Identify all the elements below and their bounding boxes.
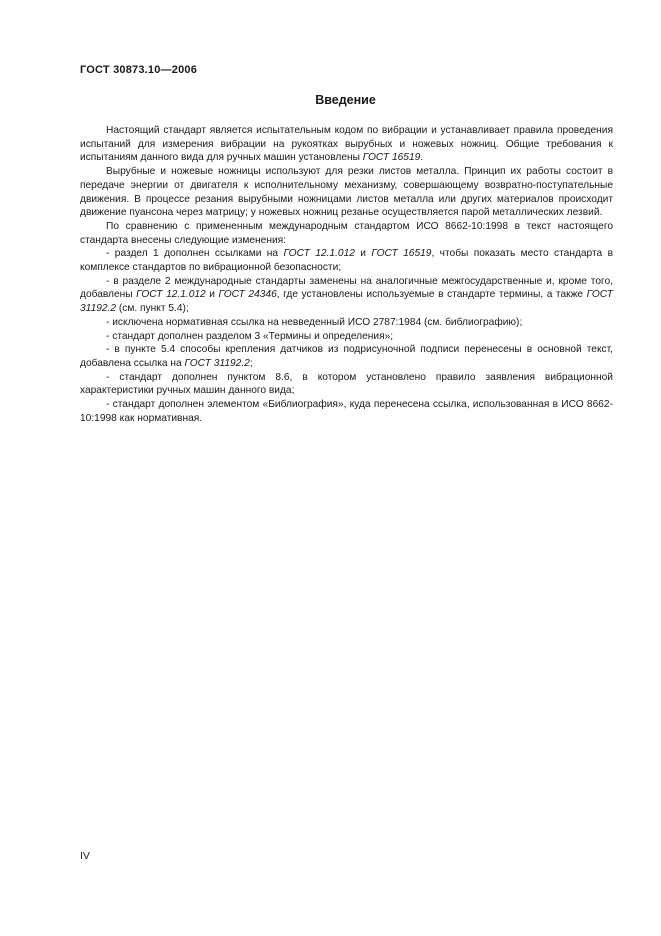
change-item-4: - стандарт дополнен разделом 3 «Термины и определения»;	[106, 330, 394, 342]
change-item-7: - стандарт дополнен элементом «Библиография», куда перенесена ссылка, использованная в ИСО 8662-10:1998 как нормативная.	[80, 399, 613, 424]
page-number: IV	[80, 850, 90, 862]
change-item-1: - раздел 1 дополнен ссылками на ГОСТ 12.1.012 и ГОСТ 16519, чтобы показать место стандарта в комплексе стандартов по вибрационной безопасности;	[80, 248, 614, 274]
change-item-5: - в пункте 5.4 способы крепления датчиков из подрисуночной подписи перенесены в основной текст, добавлена ссылка на ГОСТ 31192.2;	[80, 344, 613, 369]
standard-reference: ГОСТ 24346	[218, 289, 277, 301]
introduction-body	[80, 124, 613, 425]
section-title: Введение	[315, 93, 376, 107]
standard-reference: ГОСТ 12.1.012	[136, 289, 206, 301]
change-item-6: - стандарт дополнен пунктом 8.6, в котором установлено правило заявления вибрационной характеристики ручных машин данного вида;	[80, 371, 613, 397]
document-header: ГОСТ 30873.10—2006	[80, 64, 198, 76]
standard-reference: ГОСТ 31192.2	[184, 357, 250, 369]
standard-reference: ГОСТ 12.1.012	[283, 248, 355, 260]
standard-reference: ГОСТ 16519	[371, 248, 432, 260]
paragraph-3: По сравнению с примененным международным стандартом ИСО 8662-10:1998 в текст настоящего стандарта внесены следующие изменения:	[80, 220, 613, 246]
change-item-2: - в разделе 2 международные стандарты заменены на аналогичные межгосударственные и, кроме того, добавлены ГОСТ 12.1.012 и ГОСТ 24346, где установлены используемые в стандарте термины, а также ГОСТ 31192.2 (см. пункт 5.4);	[80, 275, 614, 315]
paragraph-1: Настоящий стандарт является испытательным кодом по вибрации и устанавливает правила проведения испытаний для измерения вибрации на рукоятках вырубных и ножевых ножниц. Общие требования к испытаниям данного вида для ручных машин установлены ГОСТ 16519.	[80, 125, 613, 164]
standard-reference: ГОСТ 16519	[362, 152, 421, 164]
paragraph-2: Вырубные и ножевые ножницы используют для резки листов металла. Принцип их работы состоит в передаче энергии от двигателя к исполнительному механизму, совершающему возвратно-поступательные движения. В процессе резания вырубными ножницами листов металла или других материалов происходит движение пуансона через матрицу; у ножевых ножниц резанье осуществляется парой металлических лезвий.	[80, 166, 613, 219]
change-item-3: - исключена нормативная ссылка на невведенный ИСО 2787:1984 (см. библиографию);	[106, 316, 523, 328]
standard-reference: ГОСТ 31192.2	[80, 289, 614, 315]
